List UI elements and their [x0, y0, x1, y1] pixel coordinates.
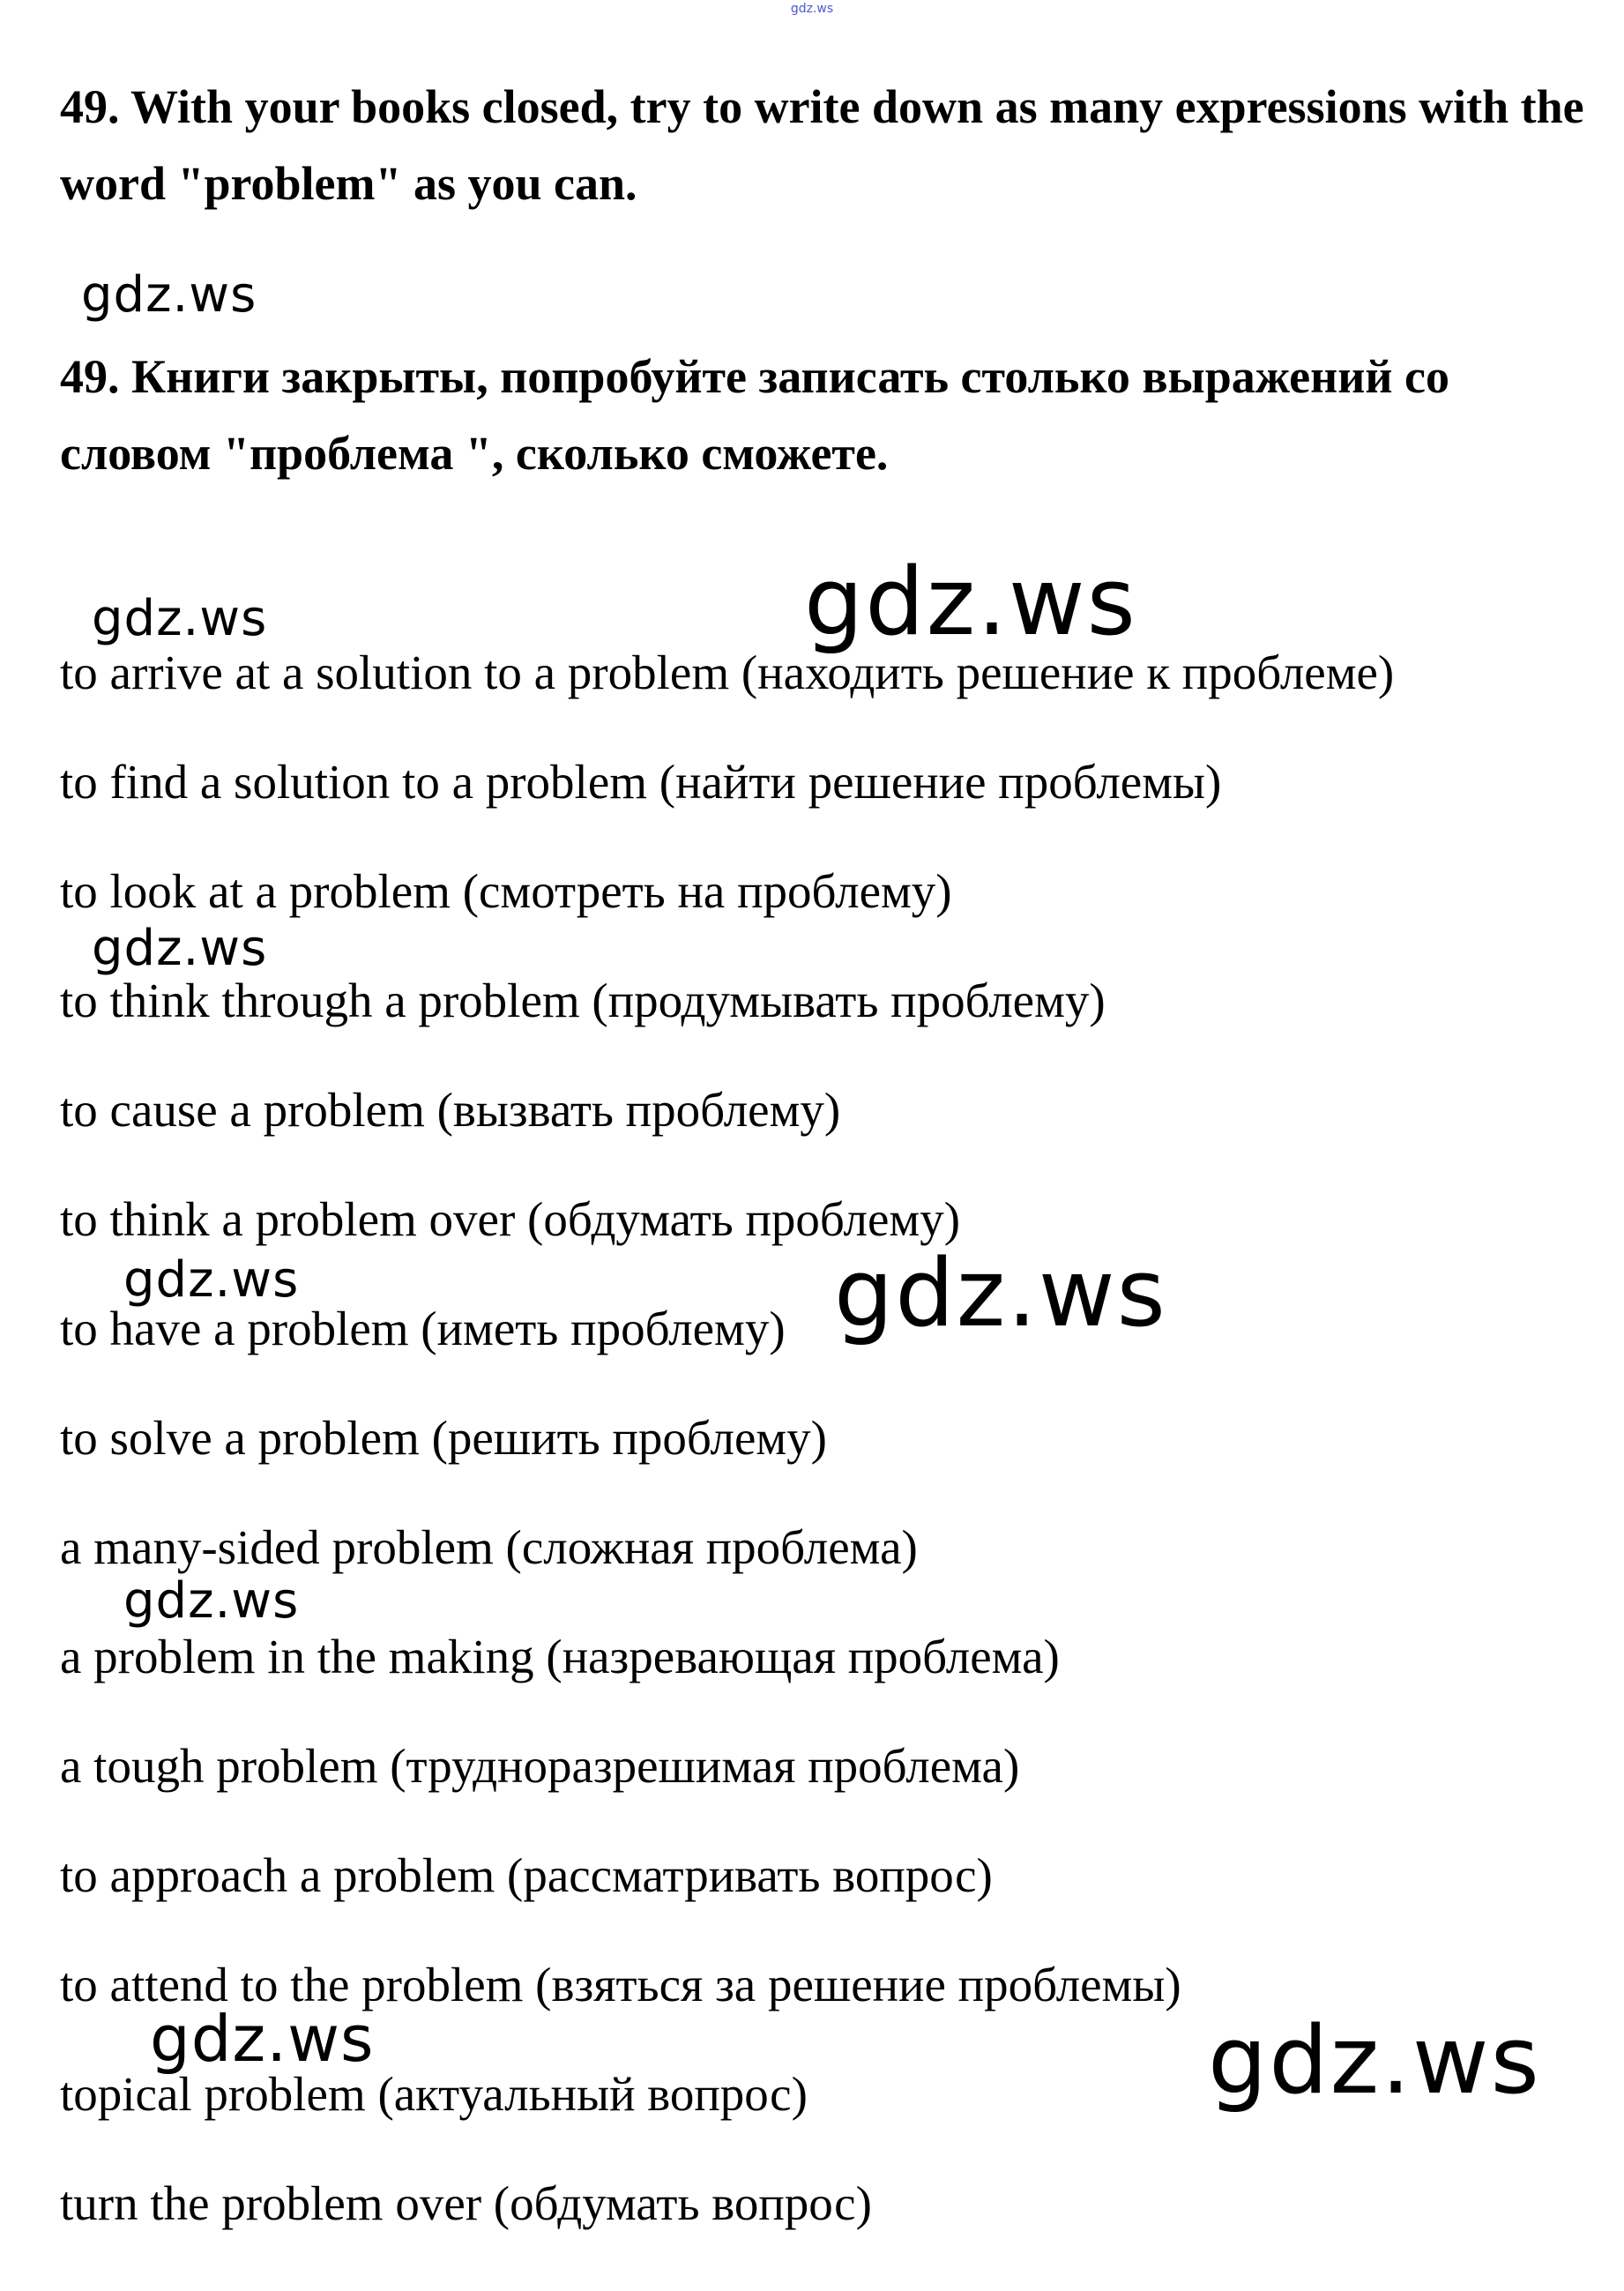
exercise-heading-english: 49. With your books closed, try to write down as many expressions with the word "problem" as you can.: [60, 80, 1584, 210]
watermark: gdz.ws: [1208, 2006, 1541, 2115]
phrase-item: to approach a problem (рассматривать вопрос): [60, 1848, 993, 1902]
phrase-item: turn the problem over (обдумать вопрос): [60, 2176, 872, 2230]
phrase-item: a tough problem (трудноразрешимая проблема): [60, 1739, 1020, 1793]
phrase-item: to arrive at a solution to a problem (находить решение к проблеме): [60, 646, 1395, 699]
exercise-heading-russian: 49. Книги закрыты, попробуйте записать столько выражений со словом "проблема ", сколько сможете.: [60, 350, 1449, 480]
phrase-item: to have a problem (иметь проблему): [60, 1302, 786, 1355]
watermark: gdz.ws: [150, 2002, 375, 2076]
phrase-item: topical problem (актуальный вопрос): [60, 2067, 808, 2121]
watermark: gdz.ws: [123, 1251, 300, 1309]
phrase-item: a many-sided problem (сложная проблема): [60, 1520, 918, 1574]
phrase-item: to cause a problem (вызвать проблему): [60, 1083, 841, 1137]
watermark: gdz.ws: [804, 548, 1137, 656]
watermark: gdz.ws: [92, 920, 268, 977]
watermark: gdz.ws: [834, 1239, 1167, 1347]
phrase-item: to think a problem over (обдумать проблему): [60, 1192, 961, 1246]
top-watermark: gdz.ws: [790, 2, 834, 16]
phrase-item: to attend to the problem (взяться за решение проблемы): [60, 1958, 1181, 2011]
phrase-item: to look at a problem (смотреть на проблему): [60, 864, 952, 918]
phrase-item: to find a solution to a problem (найти решение проблемы): [60, 755, 1222, 809]
watermark: gdz.ws: [123, 1572, 300, 1630]
phrase-item: to think through a problem (продумывать проблему): [60, 974, 1106, 1027]
watermark: gdz.ws: [92, 590, 268, 647]
phrase-item: to solve a problem (решить проблему): [60, 1411, 827, 1465]
watermark: gdz.ws: [81, 266, 257, 324]
phrase-item: a problem in the making (назревающая проблема): [60, 1630, 1060, 1683]
